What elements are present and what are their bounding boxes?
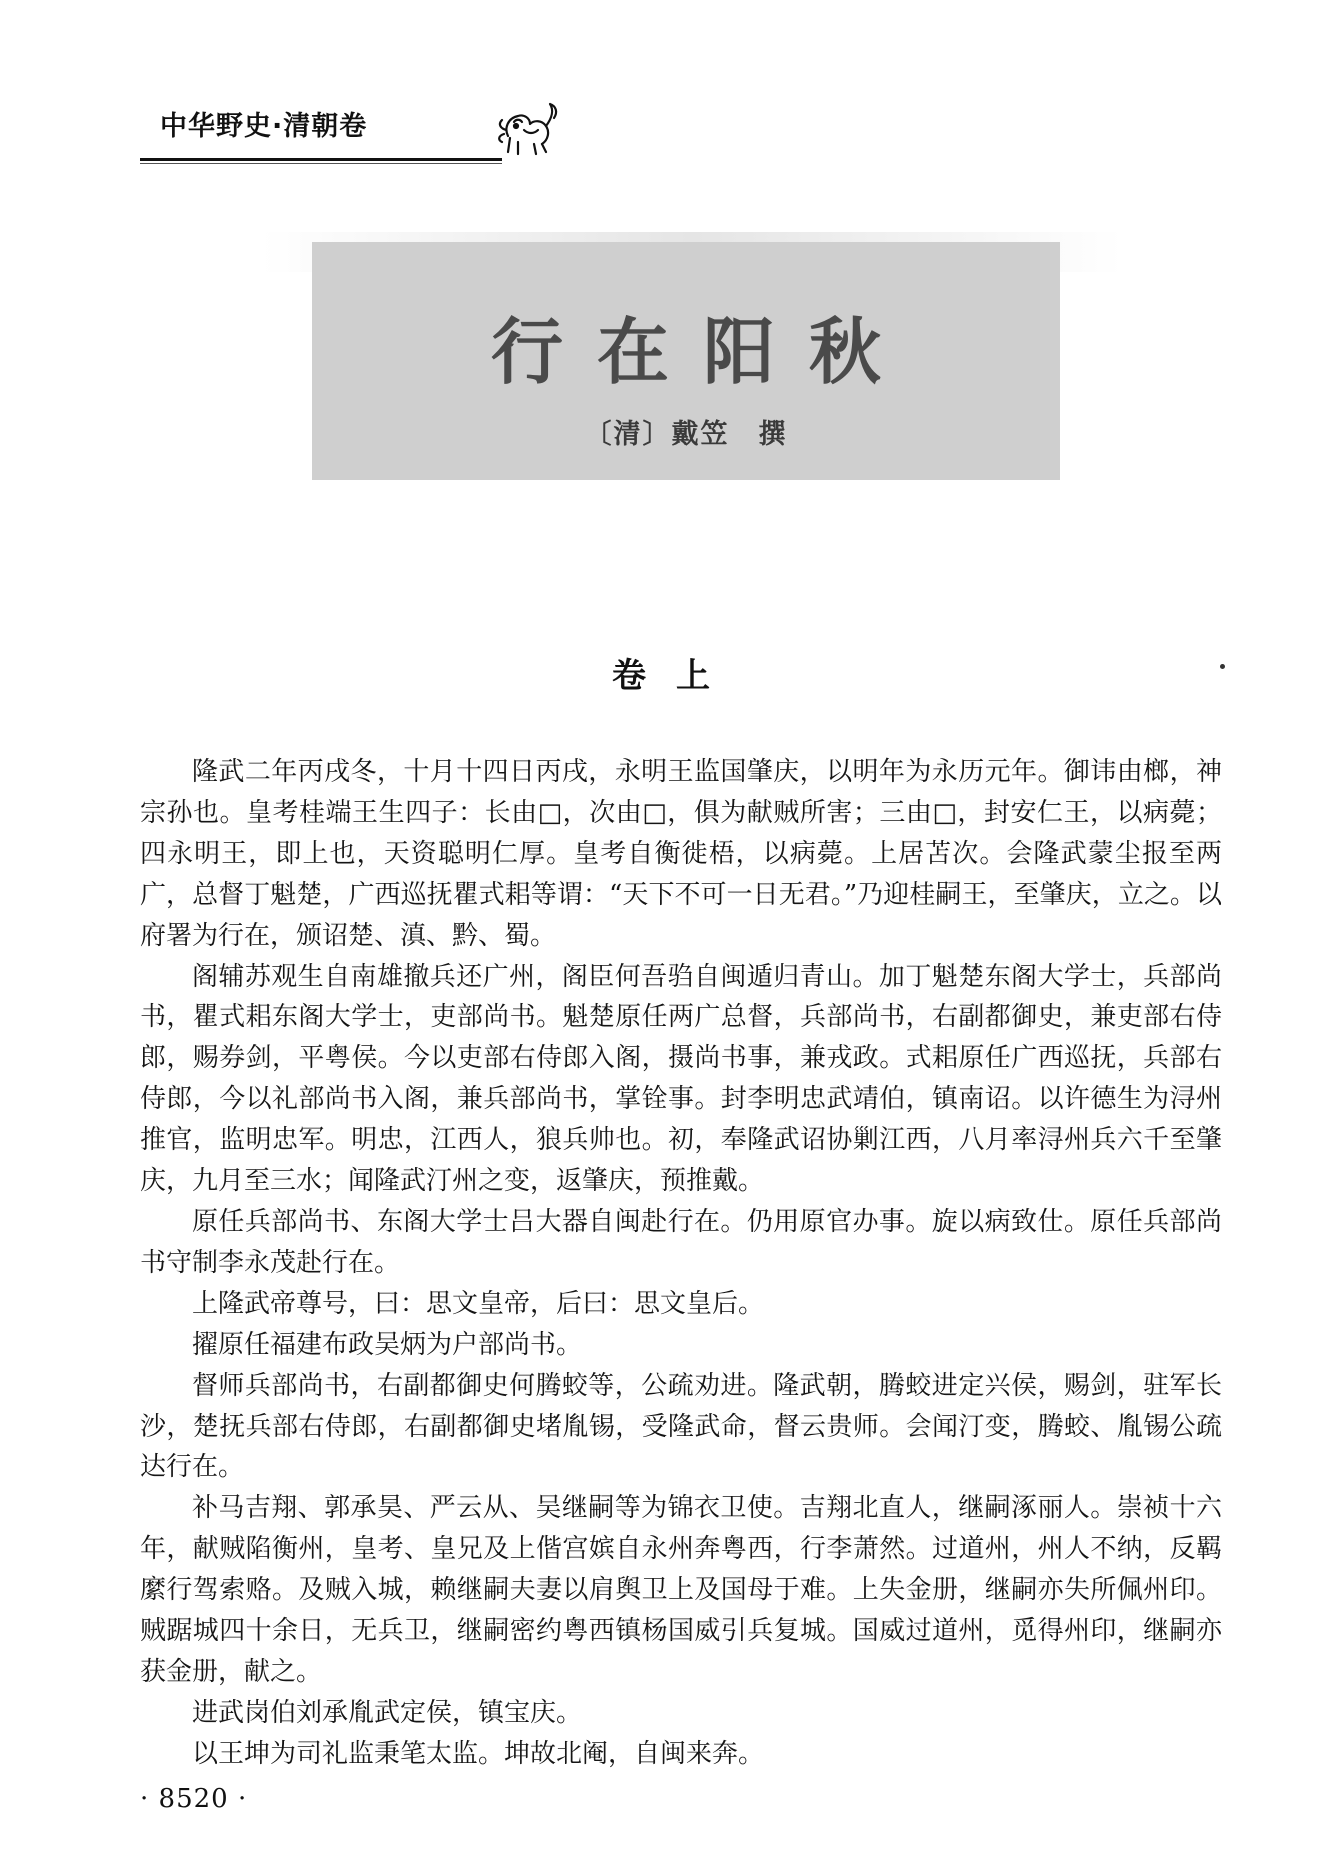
paragraph: 擢原任福建布政吴炳为户部尚书。 bbox=[192, 1329, 583, 1360]
paragraph: 原任兵部尚书、东阁大学士吕大器自闽赴行在。仍用原官办事。旋以病致仕。原任兵部尚书守制李永茂赴行在。 bbox=[140, 1206, 1222, 1278]
paragraph: 补马吉翔、郭承昊、严云从、吴继嗣等为锦衣卫使。吉翔北直人，继嗣涿丽人。崇祯十六年，献贼陷衡州，皇考、皇兄及上偕宫嫔自永州奔粤西，行李萧然。过道州，州人不纳，反羁縻行驾索赂。及贼入城，赖继嗣夫妻以肩舆卫上及国母于难。上失金册，继嗣亦失所佩州印。贼踞城四十余日，无兵卫，继嗣密约粤西镇杨国威引兵复城。国威过道州，觅得州印，继嗣亦获金册，献之。 bbox=[140, 1493, 1222, 1687]
volume-heading: 卷上 bbox=[612, 656, 740, 696]
paragraph: 上隆武帝尊号，曰：思文皇帝，后曰：思文皇后。 bbox=[192, 1288, 765, 1319]
author-line: 〔清〕戴笠 撰 bbox=[584, 419, 788, 450]
series-title: 中华野史·清朝卷 bbox=[160, 111, 368, 142]
book-title: 行在阳秋 bbox=[490, 309, 915, 394]
paragraph: 进武岗伯刘承胤武定侯，镇宝庆。 bbox=[192, 1697, 583, 1728]
paragraph: 隆武二年丙戌冬，十月十四日丙戌，永明王监国肇庆，以明年为永历元年。御讳由榔，神宗孙也。皇考桂端王生四子：长由□，次由□，俱为献贼所害；三由□，封安仁王，以病薨；四永明王，即上也，天资聪明仁厚。皇考自衡徙梧，以病薨。上居苫次。会隆武蒙尘报至两广，总督丁魁楚，广西巡抚瞿式耜等谓：“天下不可一日无君。”乃迎桂嗣王，至肇庆，立之。以府署为行在，颁诏楚、滇、黔、蜀。 bbox=[140, 757, 1222, 951]
header-rule-thin bbox=[140, 163, 502, 164]
paragraph: 阁辅苏观生自南雄撤兵还广州，阁臣何吾驺自闽遁归青山。加丁魁楚东阁大学士，兵部尚书，瞿式耜东阁大学士，吏部尚书。魁楚原任两广总督，兵部尚书，右副都御史，兼吏部右侍郎，赐券剑，平粤侯。今以吏部右侍郎入阁，摄尚书事，兼戎政。式耜原任广西巡抚，兵部右侍郎，今以礼部尚书入阁，兼兵部尚书，掌铨事。封李明忠武靖伯，镇南诏。以许德生为浔州推官，监明忠军。明忠，江西人，狼兵帅也。初，奉隆武诏协剿江西，八月率浔州兵六千至肇庆，九月至三水；闻隆武汀州之变，返肇庆，预推戴。 bbox=[140, 961, 1222, 1197]
title-block bbox=[312, 242, 1060, 480]
stray-mark bbox=[1220, 664, 1225, 669]
header-rule bbox=[140, 158, 502, 161]
paragraph: 以王坤为司礼监秉笔太监。坤故北阉，自闽来奔。 bbox=[192, 1738, 765, 1769]
body-text bbox=[140, 752, 1222, 1775]
paragraph: 督师兵部尚书，右副都御史何腾蛟等，公疏劝进。隆武朝，腾蛟进定兴侯，赐剑，驻军长沙，楚抚兵部右侍郎，右副都御史堵胤锡，受隆武命，督云贵师。会闻汀变，腾蛟、胤锡公疏达行在。 bbox=[140, 1370, 1222, 1483]
page-number: · 8520 · bbox=[140, 1784, 248, 1814]
lion-emblem-icon bbox=[494, 96, 564, 166]
